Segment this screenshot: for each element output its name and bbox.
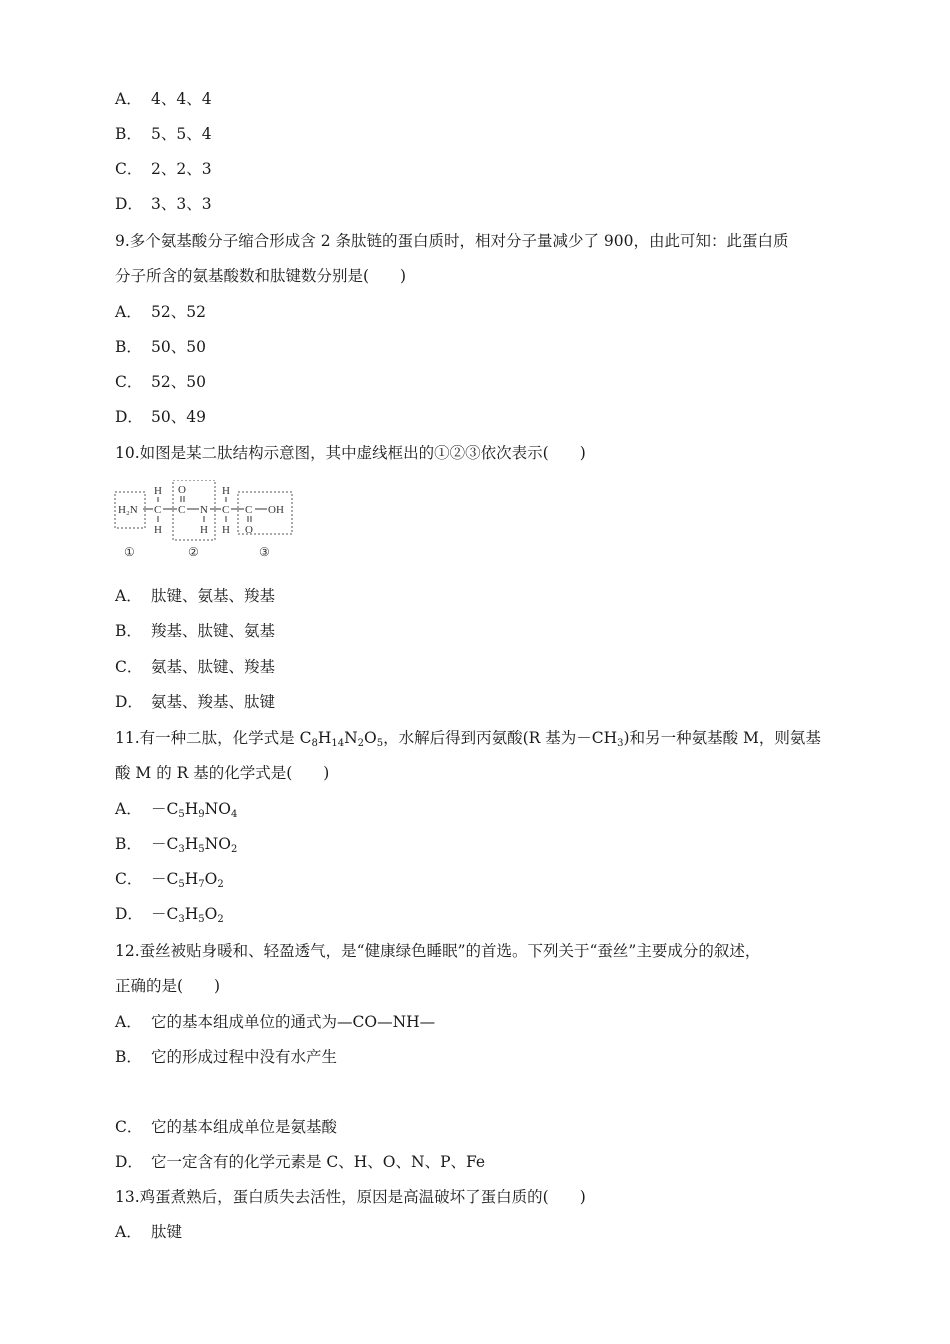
- dipeptide-structure-diagram: [113, 480, 303, 562]
- atom-h1-bottom: H: [154, 524, 162, 536]
- q13-option-a: A． 肽键: [115, 1223, 183, 1241]
- q10-option-a: A． 肽键、氨基、羧基: [115, 587, 276, 605]
- q8-option-d: D． 3、3、3: [115, 195, 212, 213]
- q8-option-b: B． 5、5、4: [115, 125, 212, 143]
- q11-option-c: C． $-C_5H_7O_2$: [115, 870, 224, 890]
- q11-option-a: A． $-C_5H_9NO_4$: [115, 800, 238, 820]
- atom-h3-bottom: H: [222, 524, 230, 536]
- atom-h3-top: H: [222, 485, 230, 497]
- label-3: ③: [259, 545, 270, 559]
- q10-option-d: D． 氨基、羧基、肽键: [115, 693, 276, 711]
- q13-stem: 13.鸡蛋煮熟后，蛋白质失去活性，原因是高温破坏了蛋白质的( ): [115, 1188, 586, 1206]
- q9-stem-line2: 分子所含的氨基酸数和肽键数分别是( ): [115, 267, 407, 285]
- atom-oh: OH: [268, 504, 284, 516]
- q12-option-a: A． 它的基本组成单位的通式为—CO—NH—: [115, 1013, 436, 1031]
- atom-h1-top: H: [154, 485, 162, 497]
- q11-option-b: B． $-C_3H_5NO_2$: [115, 835, 238, 855]
- q8-option-c: C． 2、2、3: [115, 160, 212, 178]
- q11-stem-line2: 酸 M 的 R 基的化学式是( ): [115, 764, 330, 782]
- atom-c1: C: [154, 504, 162, 516]
- q12-option-b: B． 它的形成过程中没有水产生: [115, 1048, 338, 1066]
- atom-o2: O: [245, 524, 253, 536]
- label-2: ②: [188, 545, 199, 559]
- q11-option-d: D． $-C_3H_5O_2$: [115, 905, 224, 925]
- q11-stem-line1: 11.有一种二肽，化学式是 C8H14N2O5，水解后得到丙氨酸(R 基为－CH3)和另一种氨基酸 M，则氨基: [115, 729, 821, 749]
- label-1: ①: [124, 545, 135, 559]
- atom-c3: C: [222, 504, 230, 516]
- atom-h-n: H: [200, 524, 208, 536]
- q8-option-a: A． 4、4、4: [115, 90, 212, 108]
- q12-stem-line2: 正确的是( ): [115, 977, 221, 995]
- q9-stem-line1: 9.多个氨基酸分子缩合形成含 2 条肽链的蛋白质时，相对分子量减少了 900，由此可知：此蛋白质: [115, 232, 789, 250]
- q9-option-c: C． 52、50: [115, 373, 206, 391]
- atom-n: N: [200, 504, 208, 516]
- q12-option-c: C． 它的基本组成单位是氨基酸: [115, 1118, 338, 1136]
- q9-option-a: A． 52、52: [115, 303, 206, 321]
- atom-c2: C: [178, 504, 186, 516]
- q10-option-c: C． 氨基、肽键、羧基: [115, 658, 276, 676]
- q10-option-b: B． 羧基、肽键、氨基: [115, 622, 276, 640]
- q12-option-d: D． 它一定含有的化学元素是 C、H、O、N、P、Fe: [115, 1153, 486, 1171]
- q10-stem: 10.如图是某二肽结构示意图，其中虚线框出的①②③依次表示( ): [115, 444, 586, 462]
- q9-option-d: D． 50、49: [115, 408, 206, 426]
- atom-h2n: H₂N: [118, 504, 138, 516]
- atom-c4: C: [245, 504, 253, 516]
- atom-o1: O: [178, 484, 186, 496]
- q9-option-b: B． 50、50: [115, 338, 206, 356]
- q12-stem-line1: 12.蚕丝被贴身暖和、轻盈透气，是“健康绿色睡眠”的首选。下列关于“蚕丝”主要成分的叙述，: [115, 942, 761, 960]
